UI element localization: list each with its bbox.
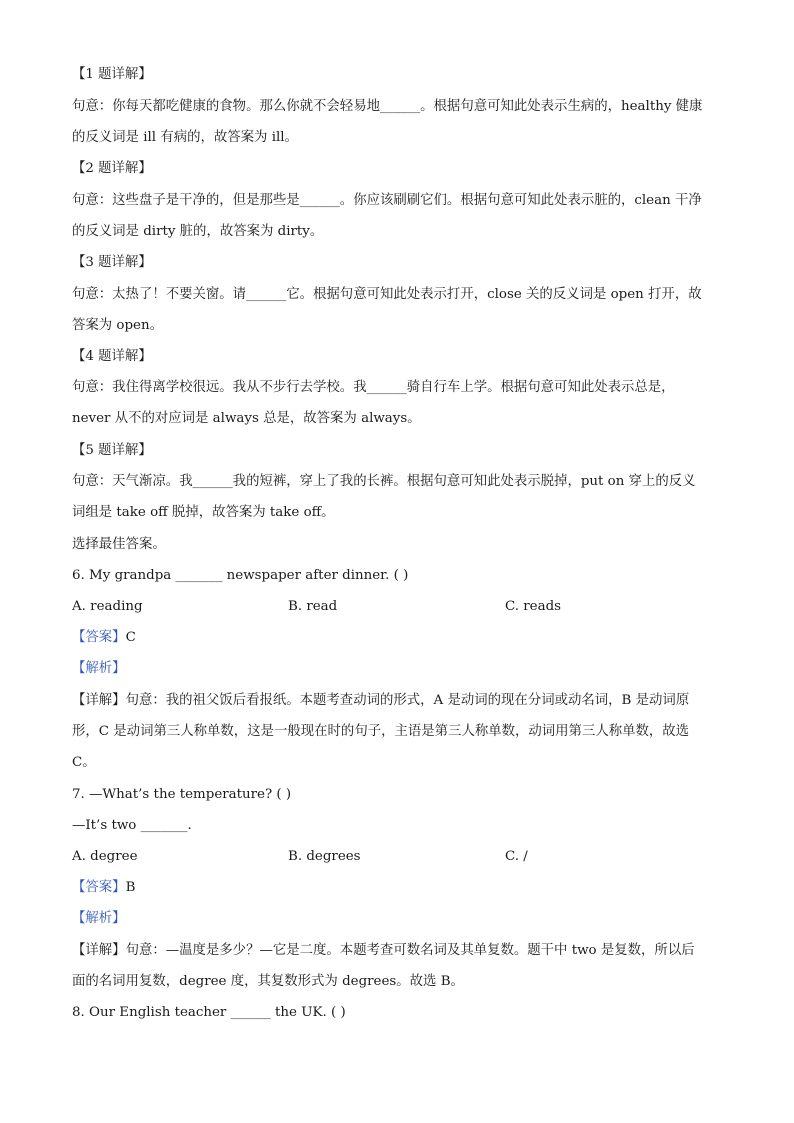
answer-value: C	[125, 630, 136, 645]
detail-line	[72, 942, 695, 960]
option-b: B. read	[288, 599, 338, 614]
explanation-line: 句意：太热了！不要关窗。请______它。根据句意可知此处表示打开，close 关的反义词是 open 打开，故	[72, 287, 702, 302]
answer-label: 【答案】	[72, 630, 126, 645]
detail-text: 句意：我的祖父饭后看报纸。本题考查动词的形式，A 是动词的现在分词或动名词，B 是动词原	[125, 693, 690, 708]
explanation-heading: 【5 题详解】	[72, 443, 152, 458]
answer-row	[72, 629, 136, 647]
detail-label: 【详解】	[72, 693, 126, 708]
detail-label: 【详解】	[72, 943, 126, 958]
answer-row	[72, 879, 135, 897]
detail-text: 句意：—温度是多少？—它是二度。本题考查可数名词及其单复数。题干中 two 是复数，所以后	[125, 943, 695, 958]
answer-label: 【答案】	[72, 880, 126, 895]
explanation-heading: 【2 题详解】	[72, 161, 152, 176]
explanation-heading: 【3 题详解】	[72, 255, 152, 270]
explanation-line: 词组是 take off 脱掉，故答案为 take off。	[72, 505, 335, 520]
explanation-line: never 从不的对应词是 always 总是，故答案为 always。	[72, 411, 421, 426]
option-c: C. reads	[505, 599, 562, 614]
analysis-label: 【解析】	[72, 661, 126, 676]
explanation-line: 句意：天气渐凉。我______我的短裤，穿上了我的长裤。根据句意可知此处表示脱掉，put on 穿上的反义	[72, 474, 696, 489]
analysis-label: 【解析】	[72, 911, 126, 926]
question-stem: 8. Our English teacher ______ the UK. ( )	[72, 1005, 346, 1020]
question-stem-2: —It’s two _______.	[72, 818, 192, 833]
option-a: A. reading	[72, 599, 143, 614]
explanation-line: 的反义词是 ill 有病的，故答案为 ill。	[72, 130, 298, 145]
detail-line	[72, 692, 689, 710]
detail-line: C。	[72, 755, 96, 770]
explanation-heading: 【4 题详解】	[72, 349, 152, 364]
section-title: 选择最佳答案。	[72, 537, 166, 552]
detail-line: 面的名词用复数，degree 度，其复数形式为 degrees。故选 B。	[72, 974, 464, 989]
explanation-line: 句意：你每天都吃健康的食物。那么你就不会轻易地______。根据句意可知此处表示生病的，healthy 健康	[72, 99, 703, 114]
explanation-line: 句意：这些盘子是干净的，但是那些是______。你应该刷刷它们。根据句意可知此处表示脏的，clean 干净	[72, 193, 702, 208]
option-c: C. /	[505, 849, 528, 864]
option-a: A. degree	[72, 849, 138, 864]
answer-value: B	[125, 880, 136, 895]
question-stem: 7. —What’s the temperature? ( )	[72, 787, 292, 802]
option-b: B. degrees	[288, 849, 361, 864]
detail-line: 形，C 是动词第三人称单数，这是一般现在时的句子，主语是第三人称单数，动词用第三人称单数，故选	[72, 724, 690, 739]
explanation-line: 答案为 open。	[72, 318, 164, 333]
explanation-heading: 【1 题详解】	[72, 67, 152, 82]
question-stem: 6. My grandpa _______ newspaper after dinner. ( )	[72, 568, 409, 583]
explanation-line: 的反义词是 dirty 脏的，故答案为 dirty。	[72, 224, 324, 239]
explanation-line: 句意：我住得离学校很远。我从不步行去学校。我______骑自行车上学。根据句意可知此处表示总是，	[72, 380, 675, 395]
